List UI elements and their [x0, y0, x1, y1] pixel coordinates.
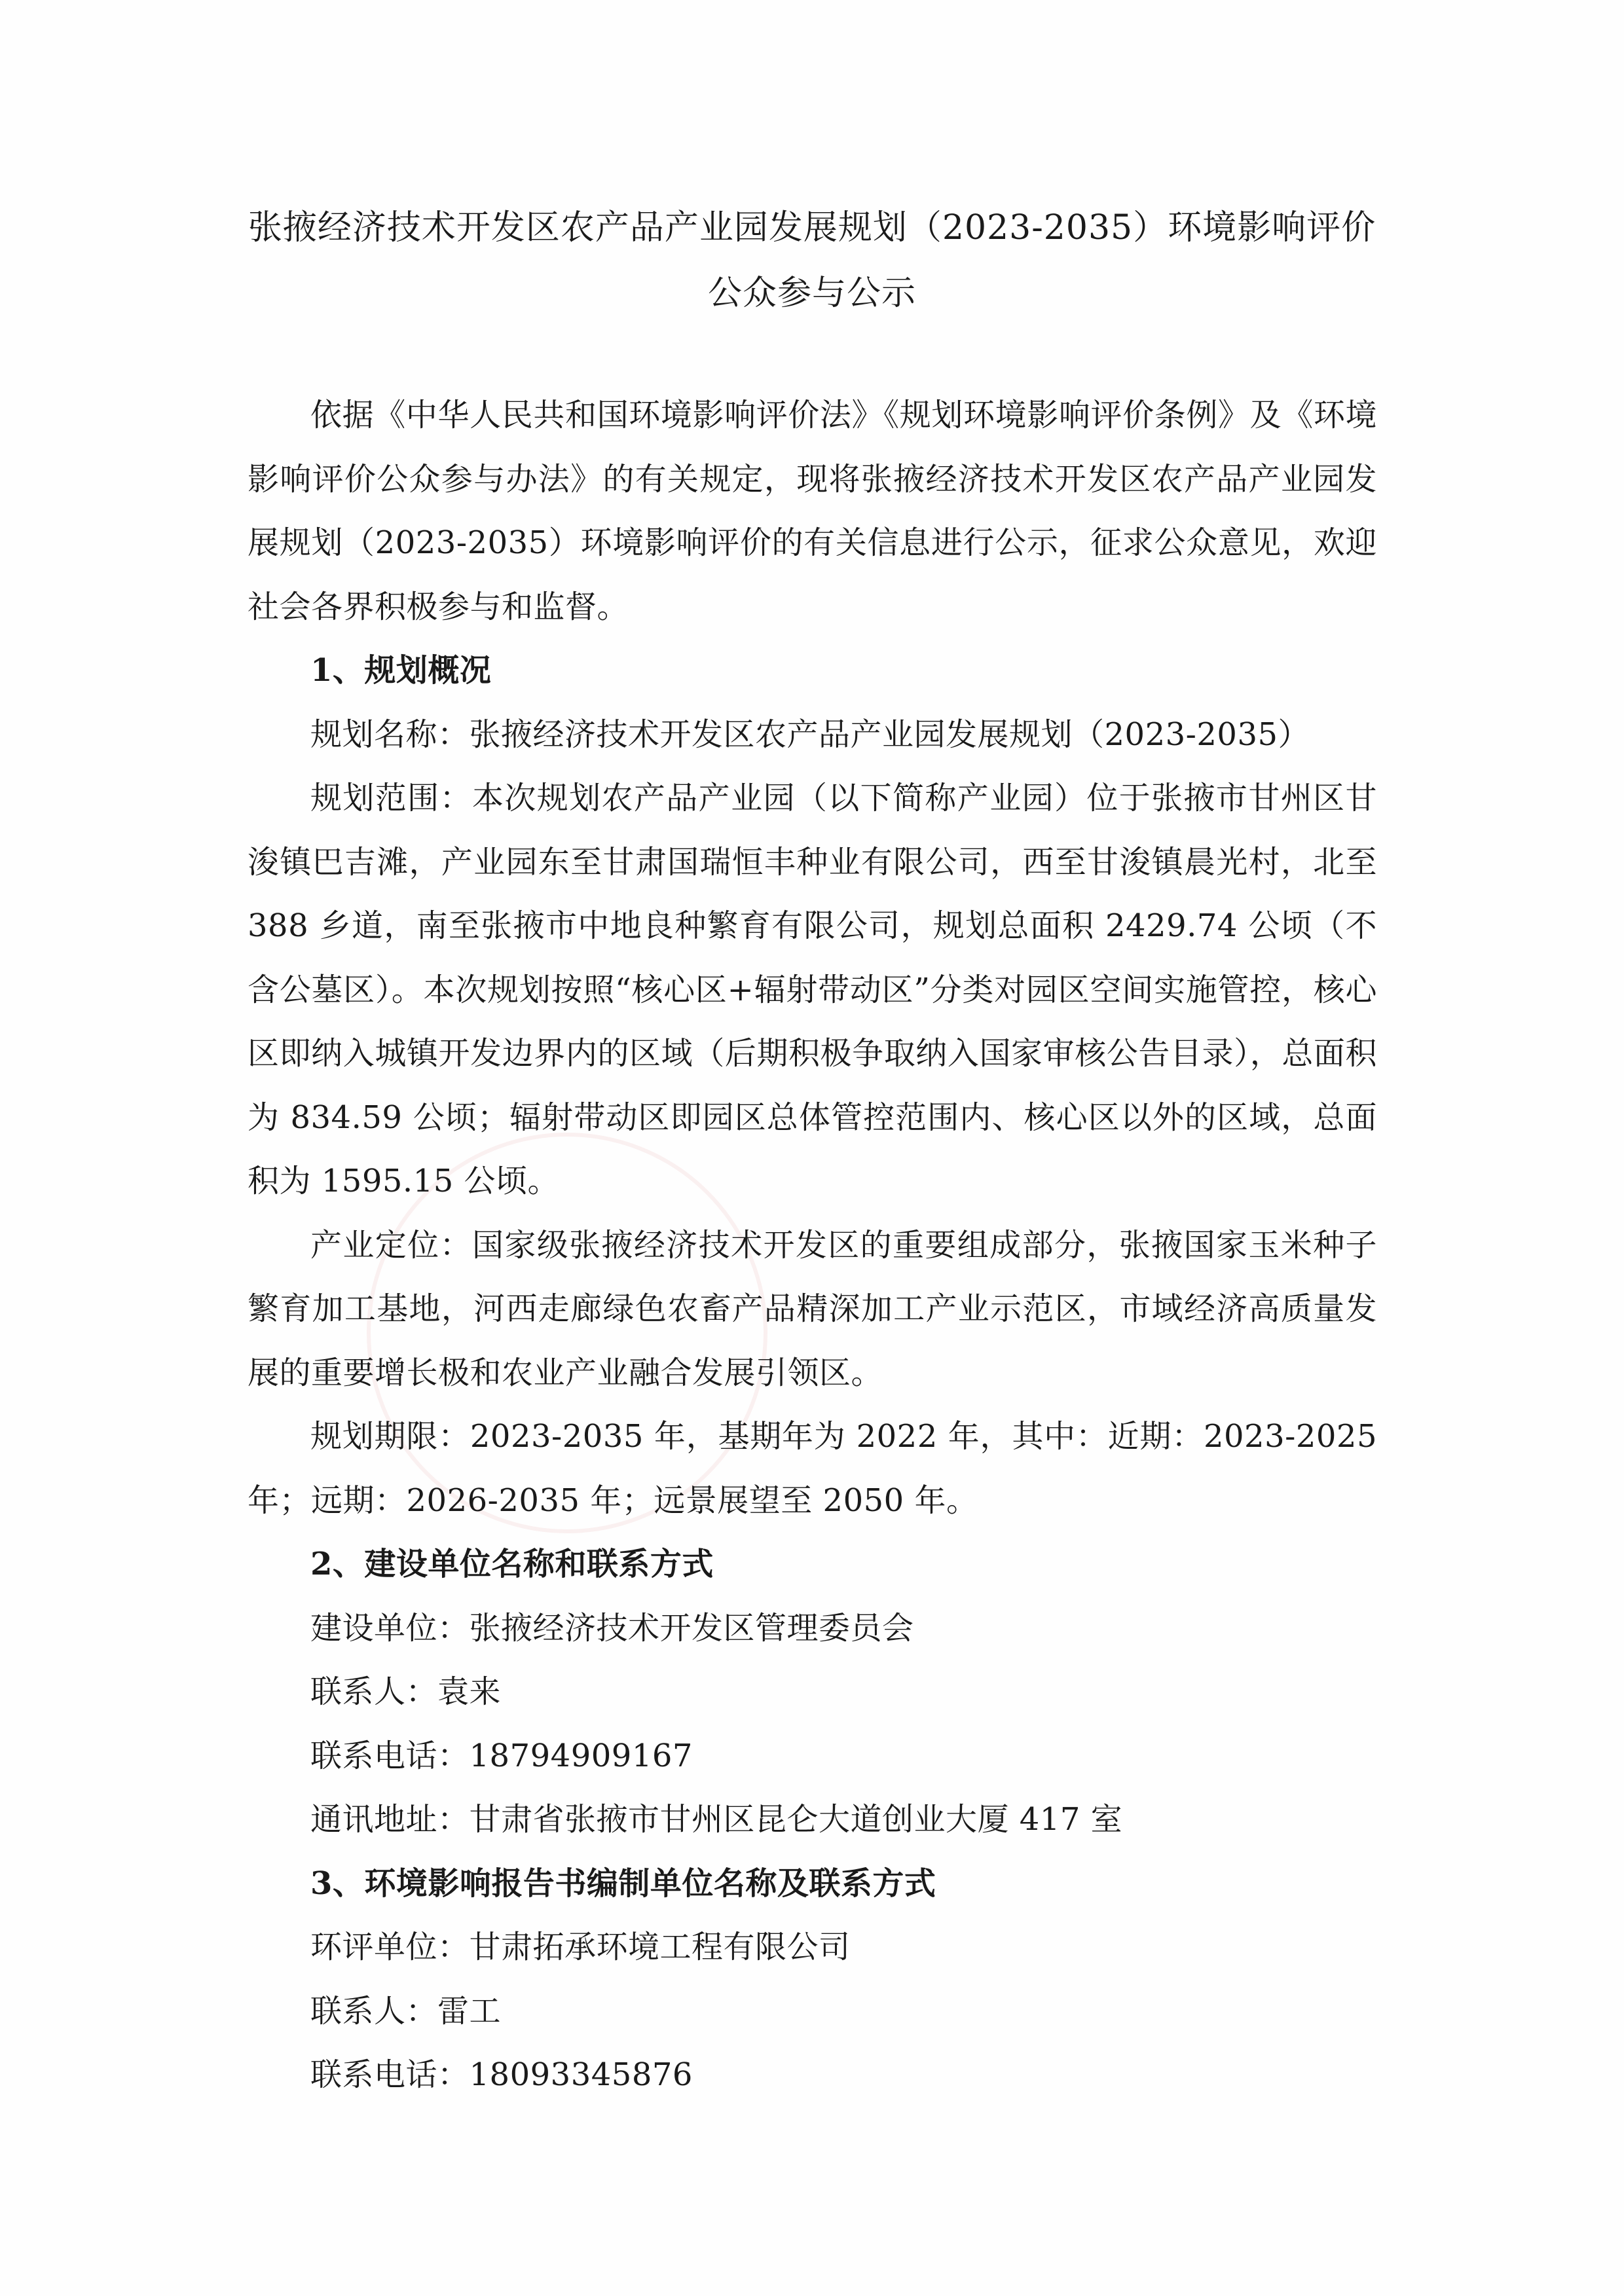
construction-phone: 联系电话：18794909167 [310, 1737, 693, 1774]
section3-heading: 3、环境影响报告书编制单位名称及联系方式 [310, 1865, 936, 1902]
eia-unit: 环评单位：甘肃拓承环境工程有限公司 [310, 1929, 851, 1965]
plan-period: 规划期限：2023-2035 年，基期年为 2022 年，其中：近期：2023-2025 年；远期：2026-2035 年；远景展望至 2050 年。 [248, 1418, 1377, 1519]
plan-name: 规划名称：张掖经济技术开发区农产品产业园发展规划（2023-2035） [310, 716, 1310, 753]
document-title-line1: 张掖经济技术开发区农产品产业园发展规划（2023-2035）环境影响评价 [248, 208, 1376, 247]
construction-unit: 建设单位：张掖经济技术开发区管理委员会 [310, 1609, 914, 1647]
intro-paragraph: 依据《中华人民共和国环境影响评价法》《规划环境影响评价条例》及《环境影响评价公众参与办法》的有关规定，现将张掖经济技术开发区农产品产业园发展规划（2023-2035）环境影响评价的有关信息进行公示，征求公众意见，欢迎社会各界积极参与和监督。 [248, 397, 1377, 625]
eia-phone: 联系电话：18093345876 [310, 2056, 693, 2093]
eia-contact: 联系人：雷工 [310, 1992, 502, 2030]
industry-positioning: 产业定位：国家级张掖经济技术开发区的重要组成部分，张掖国家玉米种子繁育加工基地，河西走廊绿色农畜产品精深加工产业示范区，市域经济高质量发展的重要增长极和农业产业融合发展引领区。 [248, 1226, 1377, 1391]
document-title-line2: 公众参与公示 [707, 274, 916, 313]
construction-address: 通讯地址：甘肃省张掖市甘州区昆仑大道创业大厦 417 室 [310, 1801, 1123, 1838]
plan-scope: 规划范围：本次规划农产品产业园（以下简称产业园）位于张掖市甘州区甘浚镇巴吉滩，产业园东至甘肃国瑞恒丰种业有限公司，西至甘浚镇晨光村，北至388 乡道，南至张掖市中地良种繁育有限公司，规划总面积 2429.74 公顷（不含公墓区）。本次规划按照“核心区+辐射带动区”分类对园区空间实施管控，核心区即纳入城镇开发边界内的区域（后期积极争取纳入国家审核公告目录），总面积为 834.59 公顷；辐射带动区即园区总体管控范围内、核心区以外的区域，总面积为 1595.15 公顷。 [248, 780, 1377, 1199]
construction-contact: 联系人：袁来 [310, 1673, 502, 1710]
section1-heading: 1、规划概况 [310, 652, 492, 689]
section2-heading: 2、建设单位名称和联系方式 [310, 1546, 714, 1582]
document-body [248, 384, 1377, 2107]
